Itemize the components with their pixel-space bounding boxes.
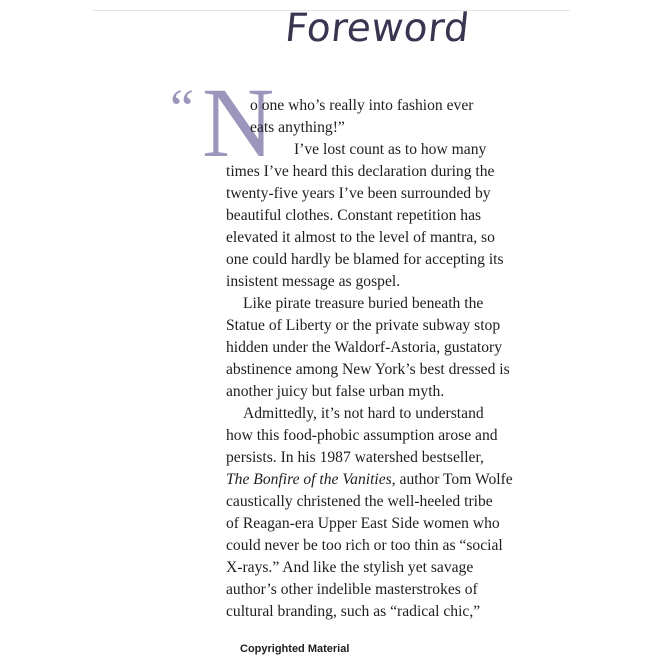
text-line: persists. In his 1987 watershed bestseller,	[226, 449, 484, 466]
text-line: o one who’s really into fashion ever	[250, 97, 474, 114]
text-line: Admittedly, it’s not hard to understand	[243, 405, 484, 422]
copyright-footer: Copyrighted Material	[240, 643, 350, 655]
text-line: eats anything!”	[250, 119, 345, 136]
opening-quote-mark: “	[170, 78, 194, 138]
text-line: cultural branding, such as “radical chic,”	[226, 603, 481, 620]
text-fragment: , author Tom Wolfe	[391, 471, 513, 488]
text-line: how this food-phobic assumption arose and	[226, 427, 498, 444]
text-line: twenty-five years I’ve been surrounded by	[226, 185, 491, 202]
text-line: Like pirate treasure buried beneath the	[243, 295, 484, 312]
text-line: abstinence among New York’s best dressed is	[226, 361, 510, 378]
text-line: elevated it almost to the level of mantra, so	[226, 229, 495, 246]
text-line: one could hardly be blamed for accepting its	[226, 251, 504, 268]
text-line: beautiful clothes. Constant repetition has	[226, 207, 482, 224]
text-line: author’s other indelible masterstrokes of	[226, 581, 478, 598]
book-title: The Bonfire of the Vanities	[226, 471, 392, 488]
text-line: X-rays.” And like the stylish yet savage	[226, 559, 474, 576]
text-line	[226, 470, 513, 489]
text-line: could never be too rich or too thin as “social	[226, 537, 503, 554]
text-line: another juicy but false urban myth.	[226, 383, 445, 400]
text-line: I’ve lost count as to how many	[294, 141, 487, 158]
text-line: insistent message as gospel.	[226, 273, 401, 290]
text-line: of Reagan-era Upper East Side women who	[226, 515, 500, 532]
text-line: caustically christened the well-heeled tribe	[226, 493, 493, 510]
text-line: times I’ve heard this declaration during the	[226, 163, 495, 180]
text-line: hidden under the Waldorf-Astoria, gustatory	[226, 339, 503, 356]
text-line: Statue of Liberty or the private subway stop	[226, 317, 501, 334]
drop-cap: N	[202, 67, 275, 178]
chapter-heading: Foreword	[283, 6, 472, 51]
